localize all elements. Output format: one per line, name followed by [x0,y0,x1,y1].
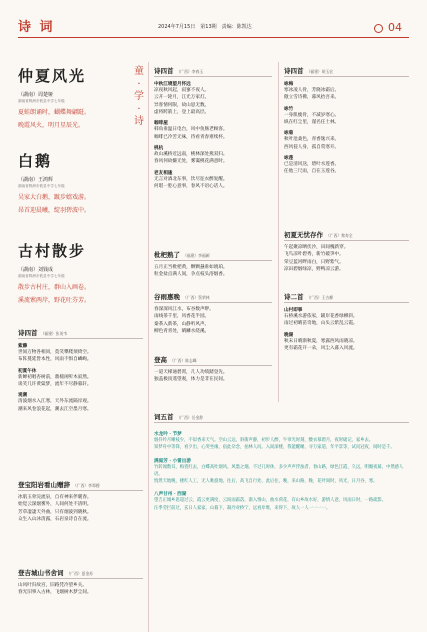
page-number: 04 [388,21,402,34]
poem-line: 飞鸟凉叶碧秀，新竹破笋中。 [284,252,344,258]
column-divider [278,62,279,402]
poem-line: 众生入山沐清露，石岩泉诗自在流。 [18,517,92,523]
poem-line: 石桥溪水游依家，辅岸花香绿柳斜。 [284,314,358,319]
right-section-3 [284,292,409,352]
poem-line: 一身肌瘦骨，不减岁寒心。 [284,112,340,118]
poem-line: 春光旧事入古林，飞烟树木梦尘间。 [18,590,92,596]
right-section-2 [284,230,409,273]
ci-line: 悄然天地晚，楼红人工，无人唯旋地。往后，高飞自行处，此后往，晚，来山路，晚，花叶间时，风光，日月谷，寒。 [154,479,378,485]
poem-line: 纵在红尘里，谨名任土林。 [284,120,340,126]
poem-author: （湖南）王鸿辉 [18,177,54,183]
poem-title: 初夏午休 [18,368,37,374]
poem-title: 紫藤 [18,344,28,349]
section-title: 诗四首 [18,329,38,337]
mid-section-4 [154,355,272,384]
ci-title: 满庭芳 · 小雷出游 [154,458,191,464]
poem-line: 五月正当枇杷黄，颗颗悬垂如琥珀。 [154,265,228,270]
poem-title: 桃杭 [154,146,164,152]
poem-line: 寒冰凌人骨，芳晓冰霜后。 [284,88,340,93]
poem-line: 清波烟水入江寒，天外东流隔岸观。 [18,399,92,405]
poem-line: 虚将跨箭上，登上最高层。 [154,110,210,116]
section-title: 登宝阳岩看山赠辞 [18,481,70,489]
poem-title: 仲夏风光 [18,67,87,85]
section-author: （广西）夏金苏 [66,571,94,576]
section-title: 登高 [154,356,167,364]
poem-line: 雨过初晴苗奇地，山头云紫乱云霞。 [284,321,358,327]
section-rule [18,338,143,339]
poem-line: 一道天梯通碧霄，几人功绩踏登先。 [154,370,228,375]
column-title-vertical: 童 · 学 · 诗 [134,66,144,127]
poem-title: 咏梅 [284,82,294,87]
poem-line: 春风何故嫌无处，雾霭桃花满意时。 [154,159,228,165]
poem-line: 凉夜秋风起，寂寥不夜人。 [154,88,210,93]
poem-line: 秋末日晴渐秋夏，寒露西风雨晓凉。 [284,338,358,344]
ci-line: 望吉正城乡思超过云，霞云更满度，云间雨霜落，渐入情山，曲水荷花，有山乡故水好，游情人意，风雨日时，一路疏影。 [154,498,387,504]
section-author: （广西）陈志峰 [170,358,197,363]
left-poem-section-3 [18,568,143,597]
poem-line: 傲立雪诗佛，暮风抬吾来。 [284,95,340,101]
poem-line: 凉田碧烟绿凉，野鸭凉云游。 [284,267,344,273]
issue-info: 2024年7月15日 第13期 责编：陈凯达 [158,24,252,30]
section-title: 初夏无忧存作 [284,231,323,239]
section-author: （广西）岳金辞 [176,415,204,420]
poem-line: 何堪一腔心意事，春风不语心话人。 [154,184,228,190]
section-author: （福建）张英韦 [40,331,68,336]
poem-line: 昂首迎晨曦，绽羽碧波中。 [18,207,91,215]
poem-title: 古村散步 [18,242,87,260]
poem-line: 散步古村庄，群山入画卷。 [18,284,91,291]
feature-poem-2 [18,150,128,216]
poem-line: 春深深风江水，布谷数声咿。 [154,307,214,312]
poem-line: 夏蛙朗诵时，蝴蝶舞翩跹。 [18,109,91,116]
section-author: （福建）李福颜 [183,253,210,258]
poem-title: 山村即事 [284,308,303,313]
mid-poems-section [154,66,272,190]
poem-line: 柳色青青处，晴鳞水绕溪。 [154,329,210,335]
page-circle-icon [374,24,383,33]
section-rule [18,578,143,579]
ci-line: 知梦舟中等锋，看夕出，心哭坐缘，宿此杂念，拍林人问。入间深楼，我能醒睡，寻万家道，年平景等，试问冠夜，间时是千。 [154,445,395,451]
poem-line: 始觉云深烟雾外，人间何处不清明。 [18,502,92,508]
poem-line: 故山溪桥近远南，桃林深处燕双归。 [154,152,228,158]
poem-author: （湖南）刘钱成 [18,267,54,273]
right-poems-section [284,66,409,176]
section-title: 登吉城山书舍词 [18,569,64,577]
section-rule [154,260,272,261]
section-rule [18,490,143,491]
feature-poem-1 [18,65,128,131]
poem-title: 晚湖 [284,332,294,338]
poem-line: 更有霜花开一朵，风尘入暮入风流。 [284,346,358,352]
left-poem-section-2 [18,480,143,523]
ci-line: 汪季劳拦前过，玄日人家家，山暮下，凝冷对桥宁，远看岸堆，来得下，故人一人一一一一。 [154,505,331,511]
section-title: 诗四首 [154,67,174,75]
poem-line: 韩角垂温日电台，风中鱼肠老顾客。 [154,127,228,133]
poem-school: 湖南省株洲市攸县中学七年级 [18,184,65,188]
poem-line: 谈笑几许黄粱梦，流年不尽静暮轩。 [18,382,92,388]
poem-line: 任他三尺雨，自在玉莲谷。 [284,169,340,175]
ci-line: 烟抖吟月晰枝少，不似香来天气。空山云远，斜街声静，初步人醉，牛帘光时刻，酸衣慕碧月，夜时破记，家乡去。 [154,438,374,443]
poem-line: 晚霞风火，明月星辰光。 [18,122,85,130]
poem-line: 已是清风送，碧叶水莲香。 [284,162,340,168]
section-title: 诗四首 [284,67,304,75]
poem-line: 荣豆蓝河畔雨白，日野紫气。 [284,259,344,265]
column-divider [148,62,149,632]
poem-line: 无言对酒北东事，饮尽征衣醉复醒。 [154,176,228,182]
section-author: （广西）李郑穆 [73,483,100,488]
poem-line: 西风侵人身，孤自赏寒开。 [284,144,340,150]
section-title: 诗二首 [284,293,304,301]
poem-title: 老友相逢 [154,170,173,176]
poem-line: 咖啡已冷苦无味，待看青春难续杯。 [154,134,228,140]
poem-line: 雨线茶千里，风香花半园。 [154,314,210,320]
section-title: 词五首 [154,413,174,421]
section-title: 枇杷熟了 [154,251,180,259]
ci-title: 水龙吟 · 节梦 [154,432,182,437]
section-rule [154,302,272,303]
section-rule [154,76,272,77]
mid-section-2 [154,250,272,279]
section-rule [284,76,409,77]
poem-title: 咏莲 [284,156,294,162]
section-author: （广西）李春玉 [176,69,204,74]
poem-school: 湖南省株洲市攸县中学七年级 [18,99,65,103]
ci-title: 八声甘州 · 西湖 [154,492,187,498]
left-poems-section [18,328,143,413]
poem-title: 白鹅 [18,152,53,170]
section-author: （福建）胡玉宏 [306,69,334,74]
section-author: （广西）黎寿全 [326,233,353,238]
poem-line: 世间万物各相同，莫笑攀爬须倚空。 [18,350,92,355]
section-title: 谷雨惠晚 [154,293,180,301]
poem-line: 吴家大白鹅，踱步嬉戏游。 [18,194,91,201]
poem-title: 咖啡屋 [154,121,168,127]
poem-line: 粒金盐点满人间，争点枝头浴烟香。 [154,272,228,278]
poem-title: 观潮 [18,393,28,399]
poem-line: 独盖极顶遥望观，体力是非在民间。 [154,377,228,383]
poem-line: 秋叶沧桑色，青香逸兴来。 [284,137,340,143]
poem-line: 冰肌玉骨浣流泉，自有神来伴暖春。 [18,495,92,500]
poem-line: 云开一轮月，江光万家灯。 [154,95,210,101]
poem-school: 湖南省株洲市攸县中学七年级 [18,274,65,278]
section-rule [154,422,409,423]
section-rule [154,365,272,366]
poem-line: 秦茶入新茶，山静听风声。 [154,321,210,327]
poem-line: 潮来风卷浪花起，潮去江空墨月寒。 [18,406,92,412]
section-author: （广西）王古柳 [306,295,334,300]
poem-line: 午起聚凉晒伏沙，田间槐新穿。 [284,245,349,250]
header-rule [18,37,409,38]
mid-section-3 [154,292,272,335]
section-logo: 诗 词 [18,20,55,35]
section-rule [284,240,409,241]
poem-line: 异客情何限，故山思无数。 [154,102,210,108]
poem-title: 中秋江境望月怀远 [154,82,191,87]
poem-line: 布阵蔓延皆本性，风雨不惧自嶙峋。 [18,357,92,363]
poem-line: 新蝉初唱杏树前，鼎槌闲听木寂然。 [18,374,92,380]
poem-line: 芳草凄凄天外曲，只有烟波到晓秋。 [18,509,92,515]
section-author: （广西）蔡荣林 [183,295,210,300]
page-header [0,0,427,40]
poem-line: 山风叶归故宫，旧路凭冷望乡关。 [18,583,87,588]
ci-section [154,412,409,512]
poem-line: 溪流萦两岸，野花吐芬芳。 [18,297,91,305]
feature-poem-3 [18,240,128,306]
poem-title: 咏菊 [284,131,294,137]
poem-author: （湖南）周楚娅 [18,92,54,98]
ci-line: 竹转闻数耳，梅瓷红去，白蝶高吐烟风。风墨之烟。不过几时休，多少声声浮浊者，春山路，绿色江霞，久远，明媚夜幕，中然感人语。 [154,464,404,477]
section-rule [284,302,409,303]
poem-title: 咏竹 [284,106,294,112]
